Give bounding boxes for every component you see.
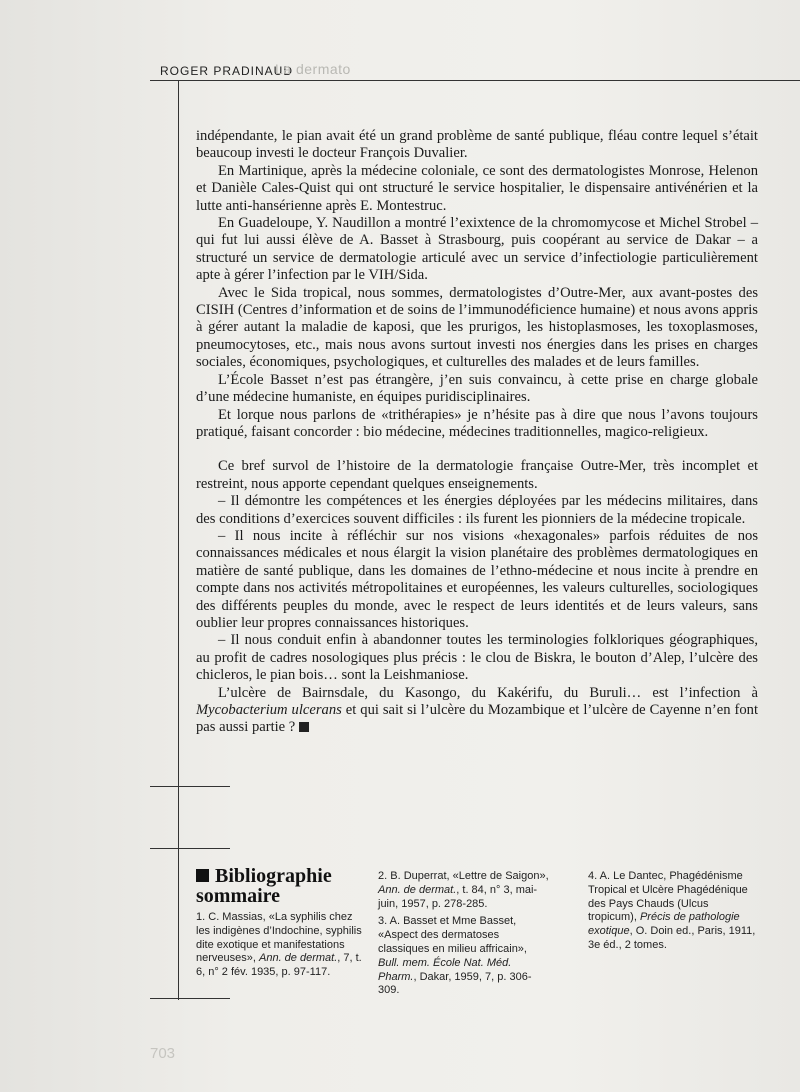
- ref-number: 3.: [378, 915, 388, 928]
- paragraph: – Il démontre les compétences et les énergies déployées par les médecins militaires, dans des conditions d’exercices souvent difficiles : ils furent les pionniers de la médecine tropicale.: [196, 493, 758, 527]
- header-rule: [150, 80, 800, 81]
- ref-tail: , 7, t. 6, n° 2 fév. 1935, p. 97-117.: [196, 952, 362, 979]
- show-through-text: La dermato: [275, 61, 351, 77]
- paragraph: L’École Basset n’est pas étrangère, j’en suis convaincu, à cette prise en charge globale d’une médecine humaniste, en équipes puridisciplinaires.: [196, 371, 758, 406]
- ref-tail: , O. Doin ed., Paris, 1911, 3e éd., 2 tomes.: [588, 925, 756, 951]
- paragraph: indépendante, le pian avait été un grand problème de santé publique, fléau contre lequel s’était beaucoup investi le docteur François Duvalier.: [196, 128, 758, 162]
- square-bullet-icon: [196, 869, 209, 882]
- reference: [588, 870, 760, 953]
- ref-tail: , t. 84, n° 3, mai-juin, 1957, p. 278-285.: [378, 883, 538, 910]
- bibliography-title-line2: sommaire: [196, 885, 281, 907]
- closing-text: L’ulcère de Bairnsdale, du Kasongo, du Kakérifu, du Buruli… est l’infection à: [218, 684, 758, 701]
- ref-text: A. Le Dantec, Phagédénisme Tropical et Ulcère Phagédénique des Pays Chauds (Ulcus tropicum),: [588, 870, 748, 924]
- paragraph: – Il nous incite à réfléchir sur nos visions «hexagonales» parfois réduites de nos connaissances médicales et nous élargit la vision planétaire des problèmes dermatologiques en matière de santé publique, dans les domaines de l’ethno-médecine et nous incite à prendre en compte dans nos activités métropolitaines et européennes, les valeurs culturelles, sociologiques des différents peuples du monde, avec le respect de leurs identités et de leurs valeurs, sans oublier leur propres connaissances historiques.: [196, 527, 758, 631]
- closing-text-end: et qui sait si l’ulcère du Mozambique et l’ulcère de Cayenne n’en font pas aussi partie ?: [196, 702, 758, 736]
- bibliography-column-3: [588, 870, 760, 953]
- article-body: [196, 128, 758, 737]
- reference: [378, 915, 550, 998]
- ref-number: 2.: [378, 870, 388, 882]
- species-name: Mycobacterium ulcerans: [196, 702, 342, 718]
- section-rule: [150, 786, 230, 787]
- section-rule-2: [150, 848, 230, 849]
- ref-journal: Bull. mem. École Nat. Méd. Pharm.: [378, 956, 512, 983]
- paragraph: – Il nous conduit enfin à abandonner toutes les terminologies folkloriques géographiques, au profit de cadres nosologiques plus précis : le clou de Biskra, le bouton d’Alep, l’ulcère des chicleros, le pian bois… sont la Leishmaniose.: [196, 632, 758, 684]
- bibliography-column-2: [378, 870, 550, 998]
- running-header: ROGER PRADINAUD: [160, 64, 294, 78]
- ref-journal: Ann. de dermat.: [378, 883, 457, 896]
- end-of-article-mark: [299, 722, 309, 732]
- ref-number: 4.: [588, 870, 598, 882]
- page-number: 703: [150, 1045, 176, 1062]
- margin-rule: [178, 80, 179, 1000]
- reference: [378, 870, 550, 911]
- bibliography-title: [196, 866, 332, 906]
- paragraph: Avec le Sida tropical, nous sommes, dermatologistes d’Outre-Mer, aux avant-postes des CISIH (Centres d’information et de soins de l’immunodéficience humaine) et nous avons appris à gérer autant la maladie de kaposi, que les prurigos, les histoplasmoses, les toxoplasmoses, pneumocytoses, etc., mais nous avons surtout investi nos énergies dans les prises en charges sociales, économiques, psychologiques, et culturelles des malades et de leurs familles.: [196, 284, 758, 371]
- ref-tail: , Dakar, 1959, 7, p. 306-309.: [378, 970, 532, 997]
- paragraph: Et lorque nous parlons de «trithérapies» je n’hésite pas à dire que nous l’avons toujours pratiqué, faisant concorder : bio médecine, médecines traditionnelles, magico-religieux.: [196, 406, 758, 440]
- ref-text: A. Basset et Mme Basset, «Aspect des dermatoses classiques en milieu affricain»,: [378, 915, 527, 955]
- bottom-rule: [150, 998, 230, 999]
- closing-paragraph: [196, 685, 758, 737]
- ref-journal: Ann. de dermat.: [259, 952, 338, 965]
- ref-journal: Précis de pathologie exotique: [588, 911, 740, 938]
- ref-number: 1.: [196, 911, 206, 923]
- paragraph: En Guadeloupe, Y. Naudillon a montré l’exixtence de la chromomycose et Michel Strobel – qui fut lui aussi élève de A. Basset à Strasbourg, puis coopérant au service de Dakar – a structuré un service de dermatologie articulé avec un service d’infectiologie particulièrement apte à gérer l’infection par le VIH/Sida.: [196, 215, 758, 284]
- paragraph: Ce bref survol de l’histoire de la dermatologie française Outre-Mer, très incomplet et restreint, nous apporte cependant quelques enseignements.: [196, 458, 758, 492]
- bibliography-column-1: [196, 911, 368, 980]
- ref-text: B. Duperrat, «Lettre de Saigon»,: [390, 870, 549, 882]
- reference: [196, 911, 368, 980]
- bibliography-title-line1: Bibliographie: [215, 865, 332, 887]
- paragraph: En Martinique, après la médecine coloniale, ce sont des dermatologistes Monrose, Helenon et Danièle Cales-Quist qui ont structuré le service hospitalier, le dispensaire antivénérien et la lutte anti-hansérienne après E. Montestruc.: [196, 162, 758, 214]
- ref-text: C. Massias, «La syphilis chez les indigènes d’Indochine, syphilis dite exotique et manifestations nerveuses»,: [196, 911, 362, 965]
